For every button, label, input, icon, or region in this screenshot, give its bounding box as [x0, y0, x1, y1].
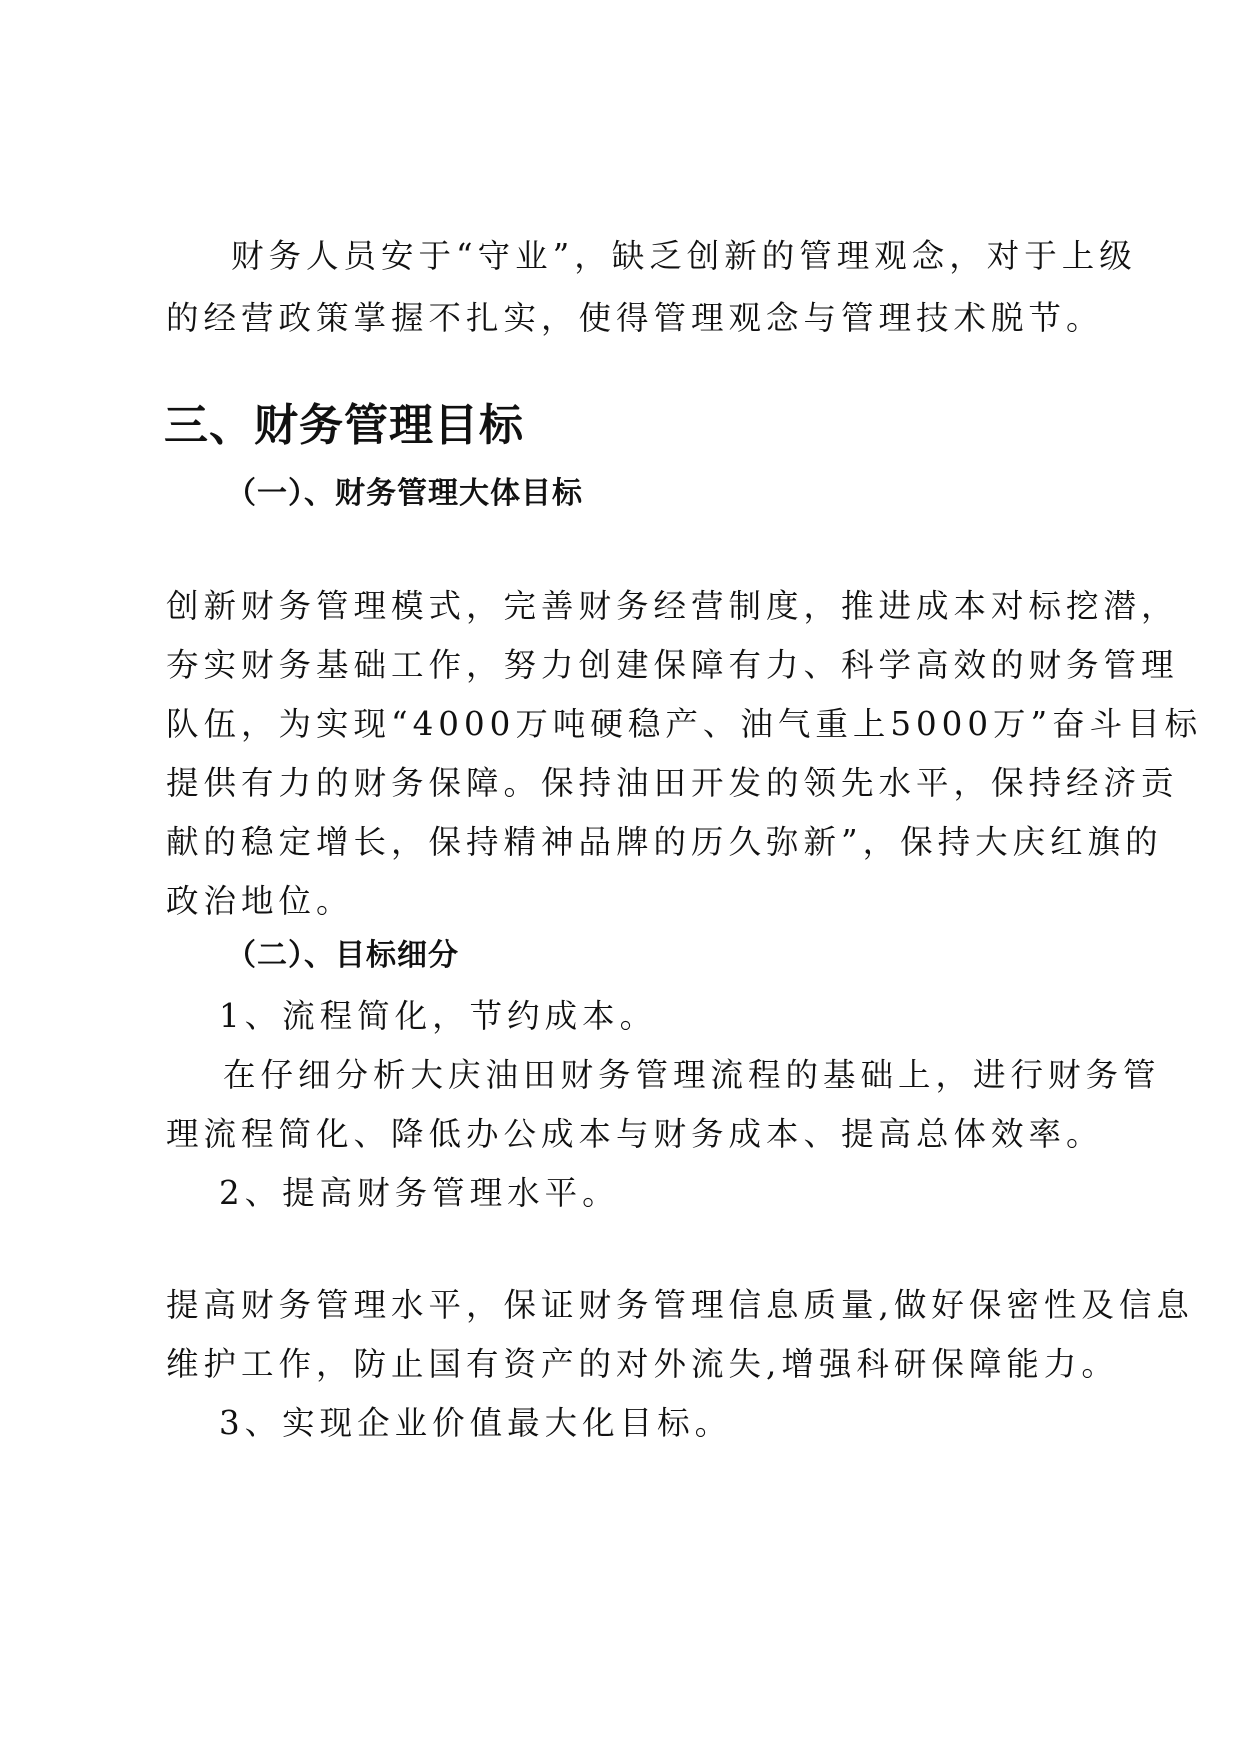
list-item: 1、流程简化，节约成本。: [219, 997, 658, 1035]
paragraph-line: 理流程简化、降低办公成本与财务成本、提高总体效率。: [166, 1115, 1104, 1153]
paragraph-line: 在仔细分析大庆油田财务管理流程的基础上，进行财务管: [223, 1056, 1161, 1094]
paragraph-line: 维护工作，防止国有资产的对外流失,增强科研保障能力。: [166, 1345, 1119, 1383]
paragraph-line: 提供有力的财务保障。保持油田开发的领先水平，保持经济贡: [166, 764, 1179, 802]
list-item: 3、实现企业价值最大化目标。: [219, 1404, 733, 1442]
list-item: 2、提高财务管理水平。: [219, 1174, 620, 1212]
paragraph-line: 队伍，为实现“4000万吨硬稳产、油气重上5000万”奋斗目标: [166, 705, 1203, 743]
paragraph-line: 的经营政策掌握不扎实，使得管理观念与管理技术脱节。: [166, 299, 1104, 337]
subsection-title: （一）、财务管理大体目标: [226, 476, 583, 511]
paragraph-line: 政治地位。: [166, 882, 354, 920]
paragraph-line: 创新财务管理模式，完善财务经营制度，推进成本对标挖潜，: [166, 587, 1179, 625]
section-title: 三、财务管理目标: [164, 400, 524, 451]
paragraph-line: 献的稳定增长，保持精神品牌的历久弥新”，保持大庆红旗的: [166, 823, 1163, 861]
paragraph-line: 财务人员安于“守业”，缺乏创新的管理观念，对于上级: [231, 237, 1137, 275]
subsection-title: （二）、目标细分: [226, 938, 459, 973]
paragraph-line: 提高财务管理水平，保证财务管理信息质量,做好保密性及信息: [166, 1286, 1194, 1324]
paragraph-line: 夯实财务基础工作，努力创建保障有力、科学高效的财务管理: [166, 646, 1179, 684]
